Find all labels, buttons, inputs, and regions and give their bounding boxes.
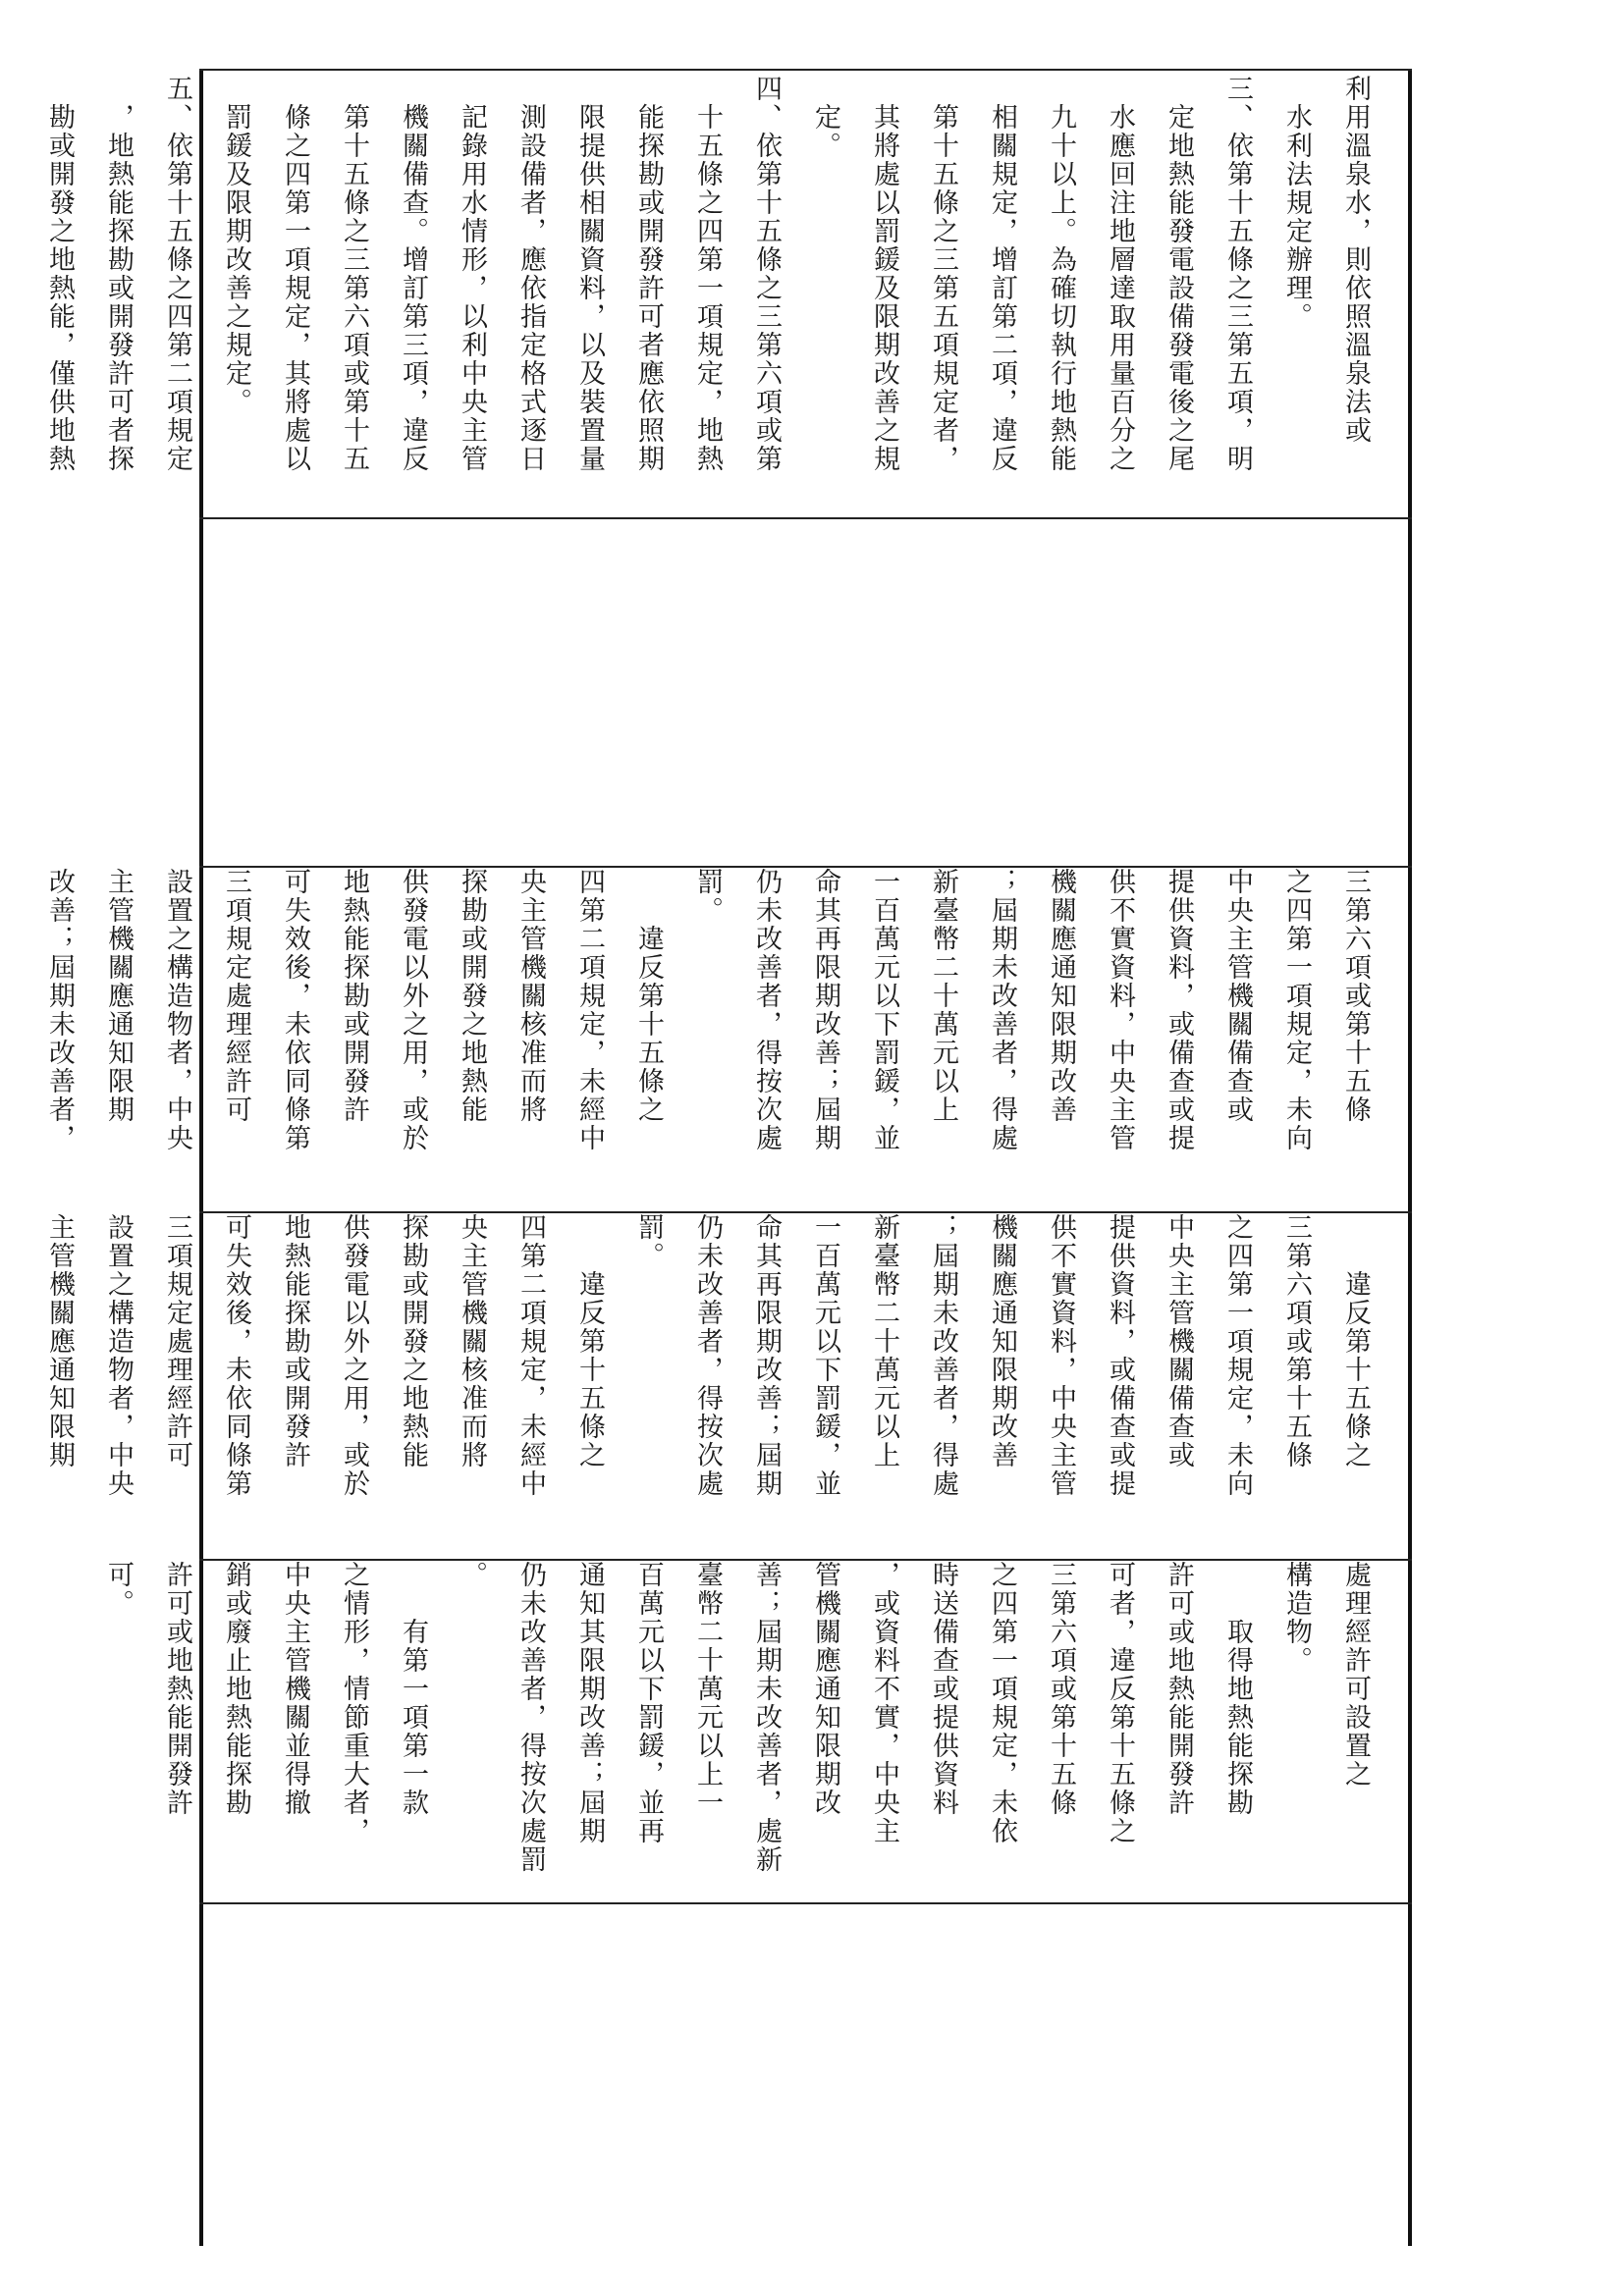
panel-top-right — [44, 75, 1406, 512]
panel-line: 通知其限期改善；屆期 — [574, 1561, 605, 1845]
panel-line: 十五條之四第一項規定，地熱 — [692, 75, 723, 473]
panel-middle-right — [44, 868, 1406, 1207]
panel-line: 可者，違反第十五條之 — [1105, 1561, 1135, 1845]
panel-line: 供不實資料，中央主管 — [1046, 1213, 1076, 1498]
panel-line: 供發電以外之用，或於 — [398, 868, 428, 1152]
panel-line: 提供資料，或備查或提 — [1164, 868, 1194, 1152]
panel-line: 時送備查或提供資料 — [928, 1561, 958, 1817]
panel-line: 三、依第十五條之三第五項，明 — [1222, 75, 1253, 473]
panel-line: 改善；屆期未改善者， — [44, 868, 75, 1152]
panel-line: 第十五條之三第五項規定者， — [928, 75, 958, 473]
panel-line: 供不實資料，中央主管 — [1105, 868, 1135, 1152]
panel-line: 地熱能探勘或開發許 — [280, 1213, 310, 1469]
panel-bottom-left — [103, 1561, 1406, 1898]
panel-line: 之情形，情節重大者， — [339, 1561, 369, 1845]
panel-line: 水利法規定辦理。 — [1281, 75, 1312, 331]
panel-line: 供發電以外之用，或於 — [339, 1213, 369, 1498]
panel-line: 三第六項或第十五條 — [1340, 868, 1371, 1124]
panel-line: 利用溫泉水，則依照溫泉法或 — [1340, 75, 1371, 445]
panel-line: 違反第十五條之 — [1340, 1213, 1371, 1469]
panel-line: 臺幣二十萬元以上一 — [692, 1561, 723, 1817]
panel-line: 提供資料，或備查或提 — [1105, 1213, 1135, 1498]
panel-line: 罰。 — [633, 1213, 664, 1270]
panel-line: 中央主管機關並得撤 — [280, 1561, 310, 1817]
panel-line: 違反第十五條之 — [633, 868, 664, 1124]
panel-line: 之四第一項規定，未向 — [1222, 1213, 1253, 1498]
panel-line: 探勘或開發之地熱能 — [457, 868, 487, 1124]
panel-line: 新臺幣二十萬元以上 — [928, 868, 958, 1124]
panel-line: 善；屆期未改善者，處新 — [751, 1561, 782, 1874]
panel-line: 。 — [457, 1561, 487, 1589]
panel-line: 地熱能探勘或開發許 — [339, 868, 369, 1124]
panel-line: 條之四第一項規定，其將處以 — [280, 75, 310, 473]
panel-line: ；屆期未改善者，得處 — [928, 1213, 958, 1498]
panel-line: 四第二項規定，未經中 — [515, 1213, 546, 1498]
panel-line: 水應回注地層達取用量百分之 — [1105, 75, 1135, 473]
panel-line: 許可或地熱能開發許 — [1164, 1561, 1194, 1817]
panel-line: 一百萬元以下罰鍰，並 — [869, 868, 899, 1152]
panel-line: 其將處以罰鍰及限期改善之規 — [869, 75, 899, 473]
panel-line: 之四第一項規定，未向 — [1281, 868, 1312, 1152]
panel-line: 銷或廢止地熱能探勘 — [221, 1561, 251, 1817]
panel-line: 可失效後，未依同條第 — [221, 1213, 251, 1498]
panel-line: 構造物。 — [1281, 1561, 1312, 1675]
panel-line: 三項規定處理經許可 — [162, 1213, 192, 1469]
panel-line: 四、依第十五條之三第六項或第 — [751, 75, 782, 473]
panel-line: 管機關應通知限期改 — [810, 1561, 840, 1817]
panel-line: 央主管機關核准而將 — [515, 868, 546, 1124]
panel-line: 央主管機關核准而將 — [457, 1213, 487, 1469]
panel-line: 有第一項第一款 — [398, 1561, 428, 1817]
panel-line: ，或資料不實，中央主 — [869, 1561, 899, 1845]
panel-line: 機關應通知限期改善 — [987, 1213, 1017, 1469]
panel-line: 五、依第十五條之四第二項規定 — [162, 75, 192, 473]
divider-section-1 — [199, 517, 1412, 519]
panel-line: 仍未改善者，得按次處 — [692, 1213, 723, 1498]
panel-line: 罰。 — [692, 868, 723, 925]
panel-line: 限提供相關資料，以及裝置量 — [574, 75, 605, 473]
panel-line: ，地熱能探勘或開發許可者探 — [103, 75, 134, 473]
panel-line: 機關備查。增訂第三項，違反 — [398, 75, 428, 473]
panel-line: 仍未改善者，得按次處 — [751, 868, 782, 1152]
panel-line: 命其再限期改善；屆期 — [810, 868, 840, 1152]
panel-line: 勘或開發之地熱能，僅供地熱 — [44, 75, 75, 473]
frame-right-rule — [1408, 69, 1412, 2246]
panel-line: 四第二項規定，未經中 — [574, 868, 605, 1152]
panel-bottom-right — [44, 1213, 1406, 1555]
panel-line: 主管機關應通知限期 — [103, 868, 134, 1124]
panel-line: 主管機關應通知限期 — [44, 1213, 75, 1469]
panel-line: 一百萬元以下罰鍰，並 — [810, 1213, 840, 1498]
panel-line: 探勘或開發之地熱能 — [398, 1213, 428, 1469]
panel-line: 能探勘或開發許可者應依照期 — [633, 75, 664, 473]
panel-line: 機關應通知限期改善 — [1046, 868, 1076, 1124]
panel-line: 之四第一項規定，未依 — [987, 1561, 1017, 1845]
panel-line: 百萬元以下罰鍰，並再 — [633, 1561, 664, 1845]
panel-line: 九十以上。為確切執行地熱能 — [1046, 75, 1076, 473]
panel-line: 三第六項或第十五條 — [1046, 1561, 1076, 1817]
panel-line: 相關規定，增訂第二項，違反 — [987, 75, 1017, 473]
divider-top — [199, 69, 1412, 71]
divider-bottom — [199, 1902, 1412, 1904]
panel-line: 三第六項或第十五條 — [1281, 1213, 1312, 1469]
panel-line: 仍未改善者，得按次處罰 — [515, 1561, 546, 1874]
panel-line: 定地熱能發電設備發電後之尾 — [1164, 75, 1194, 473]
panel-line: 可。 — [103, 1561, 134, 1618]
panel-line: 三項規定處理經許可 — [221, 868, 251, 1124]
panel-line: ；屆期未改善者，得處 — [987, 868, 1017, 1152]
panel-line: 中央主管機關備查或 — [1164, 1213, 1194, 1469]
panel-line: 命其再限期改善；屆期 — [751, 1213, 782, 1498]
panel-line: 違反第十五條之 — [574, 1213, 605, 1469]
panel-line: 記錄用水情形，以利中央主管 — [457, 75, 487, 473]
panel-line: 第十五條之三第六項或第十五 — [339, 75, 369, 473]
panel-line: 處理經許可設置之 — [1340, 1561, 1371, 1789]
panel-line: 新臺幣二十萬元以上 — [869, 1213, 899, 1469]
panel-line: 定。 — [810, 75, 840, 160]
panel-line: 設置之構造物者，中央 — [162, 868, 192, 1152]
panel-line: 中央主管機關備查或 — [1222, 868, 1253, 1124]
panel-line: 測設備者，應依指定格式逐日 — [515, 75, 546, 473]
panel-line: 罰鍰及限期改善之規定。 — [221, 75, 251, 416]
panel-line: 設置之構造物者，中央 — [103, 1213, 134, 1498]
panel-line: 可失效後，未依同條第 — [280, 868, 310, 1152]
panel-line: 取得地熱能探勘 — [1222, 1561, 1253, 1817]
panel-line: 許可或地熱能開發許 — [162, 1561, 192, 1817]
